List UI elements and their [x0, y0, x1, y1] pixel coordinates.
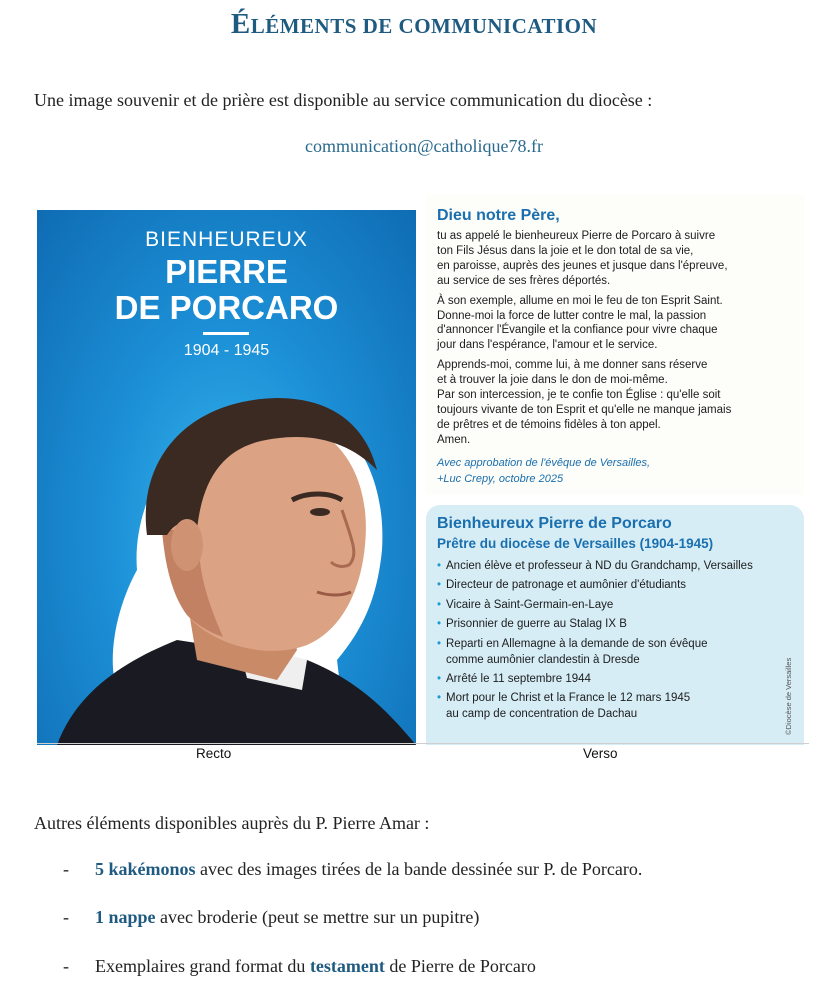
list-dash: -: [63, 859, 69, 879]
recto-divider: [203, 332, 249, 335]
divider: [37, 743, 809, 744]
credit-text: ©Diocèse de Versailles: [784, 657, 793, 735]
page-title: [0, 8, 828, 41]
bio-list-item: • Prisonnier de guerre au Stalag IX B: [437, 616, 787, 632]
page-title-rest: LÉMENTS DE COMMUNICATION: [250, 14, 598, 38]
prayer-paragraph: tu as appelé le bienheureux Pierre de Porcaro à suivre ton Fils Jésus dans la joie et le don total de sa vie, en paroisse, auprès des jeunes et jusque dans l'épreuve, au service de ses frères déportés.: [437, 230, 728, 287]
recto-kicker: BIENHEUREUX: [145, 228, 308, 251]
prayer-text: [437, 229, 797, 453]
approval-note: [437, 456, 650, 487]
list-item-testament: [63, 956, 536, 977]
verso-prayer-panel: [426, 195, 804, 495]
list-dash: -: [63, 956, 69, 976]
portrait-illustration: [37, 360, 416, 745]
prayer-title: Dieu notre Père,: [437, 207, 560, 224]
bio-subtitle: Prêtre du diocèse de Versailles (1904-1945): [437, 536, 714, 551]
bio-list-item: • Ancien élève et professeur à ND du Grandchamp, Versailles: [437, 558, 787, 574]
bio-list-item: • Mort pour le Christ et la France le 12 mars 1945 au camp de concentration de Dachau: [437, 690, 787, 722]
prayer-paragraph: À son exemple, allume en moi le feu de ton Esprit Saint. Donne-moi la force de lutter contre le mal, la passion d'annoncer l'Évangile et la confiance pour vivre chaque jour dans l'espérance, l'amour et le service.: [437, 294, 723, 352]
verso-caption: Verso: [583, 746, 618, 761]
recto-name-line1: PIERRE: [165, 253, 288, 290]
bio-list-item: • Reparti en Allemagne à la demande de son évêque comme aumônier clandestin à Dresde: [437, 636, 787, 668]
recto-card: [37, 210, 416, 745]
recto-dates: 1904 - 1945: [183, 342, 270, 359]
page-title-initial: É: [230, 8, 251, 40]
email-link[interactable]: communication@catholique78.fr: [304, 136, 543, 156]
list-item-bold: 5 kakémonos: [95, 859, 196, 879]
intro-text: Une image souvenir et de prière est disponible au service communication du diocèse :: [34, 90, 653, 110]
list-item-text: avec broderie (peut se mettre sur un pupitre): [155, 907, 480, 927]
verso-bio-panel: [426, 505, 804, 745]
list-item-bold: testament: [309, 956, 385, 976]
list-item-text: avec des images tirées de la bande dessinée sur P. de Porcaro.: [195, 859, 643, 879]
list-item-nappe: [63, 907, 479, 928]
bio-list-item: • Vicaire à Saint-Germain-en-Laye: [437, 597, 787, 613]
approval-line: Avec approbation de l'évêque de Versailles,: [437, 457, 651, 469]
bio-list: [437, 558, 787, 726]
list-dash: -: [63, 907, 69, 927]
credit-note: [782, 625, 796, 735]
other-items-intro: Autres éléments disponibles auprès du P. Pierre Amar :: [34, 813, 430, 833]
bio-list-item: • Directeur de patronage et aumônier d'étudiants: [437, 577, 787, 593]
list-item-text: Exemplaires grand format du: [95, 956, 310, 976]
list-item-kakemonos: [63, 859, 642, 880]
approval-line: +Luc Crepy, octobre 2025: [437, 472, 564, 485]
recto-name-line2: DE PORCARO: [114, 289, 339, 326]
prayer-paragraph: Apprends-moi, comme lui, à me donner sans réserve et à trouver la joie dans le don de moi-même. Par son intercession, je te confie ton Église : qu'elle soit toujours vivante de ton Esprit et qu'elle ne manque jamais de prêtres et de témoins fidèles à ton appel. Amen.: [437, 359, 732, 446]
bio-title: Bienheureux Pierre de Porcaro: [437, 515, 672, 532]
bio-list-item: • Arrêté le 11 septembre 1944: [437, 671, 787, 687]
list-item-bold: 1 nappe: [95, 907, 156, 927]
list-item-text: de Pierre de Porcaro: [384, 956, 536, 976]
recto-caption: Recto: [196, 746, 232, 761]
